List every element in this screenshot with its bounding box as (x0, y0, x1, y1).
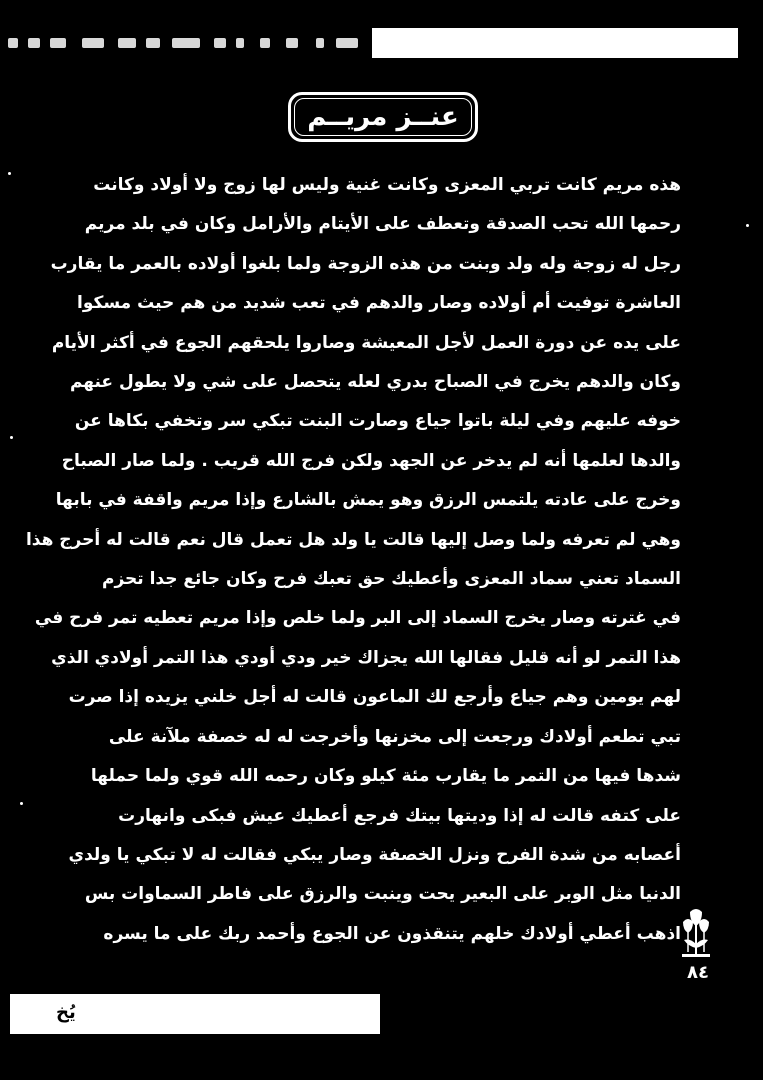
text-line: اذهب أعطي أولادك خلهم يتنقذون عن الجوع وأحمد ربك على ما يسره (103, 923, 681, 944)
text-line: على يده عن دورة العمل لأجل المعيشة وصاروا يلحقهم الجوع في أكثر الأيام (51, 332, 681, 353)
text-line: والدها لعلمها أنه لم يدخر عن الجهد ولكن فرج الله قريب . ولما صار الصباح (61, 450, 681, 471)
text-line: وهي لم تعرفه ولما وصل إليها قالت يا ولد هل تعمل قال نعم قالت له أحرج هذا (25, 529, 681, 550)
text-line: العاشرة توفيت أم أولاده وصار والدهم في تعب شديد من هم حيث مسكوا (77, 293, 681, 314)
story-text (25, 166, 681, 954)
page-number: ٨٤ (687, 962, 709, 983)
text-line: السماد تعني سماد المعزى وأعطيك حق تعبك فرح وكان جائع جدا تحزم (102, 569, 681, 590)
tulip-ornament-icon (680, 904, 712, 960)
text-line: أعصابه من شدة الفرح ونزل الخصفة وصار يبكي فقالت له لا تبكي يا ولدي (68, 844, 681, 865)
text-line: لهم يومين وهم جياع وأرجع لك الماعون قالت له أجل خلني يزيده إذا صرت (68, 687, 681, 708)
text-line: على كتفه قالت له إذا وديتها بيتك فرجع أعطيك عيش فبكى وانهارت (118, 805, 681, 826)
text-line: هذه مريم كانت تربي المعزى وكانت غنية وليس لها زوج ولا أولاد وكانت (93, 175, 681, 195)
top-white-bar (372, 28, 738, 58)
text-line: وخرج على عادته يلتمس الرزق وهو يمش بالشارع وإذا مريم واقفة في بابها (55, 490, 681, 511)
scan-speck (10, 436, 13, 439)
title-box (288, 92, 478, 142)
text-line: رحمها الله تحب الصدقة وتعطف على الأيتام والأرامل وكان في بلد مريم (84, 214, 681, 235)
top-scan-noise (0, 30, 370, 54)
page-title: عنــز مريــم (307, 102, 459, 132)
scan-speck (746, 224, 749, 227)
text-line: هذا التمر لو أنه قليل فقالها الله يجزاك خير ودي أودي هذا التمر أولادي الذي (51, 647, 681, 668)
text-line: خوفه عليهم وفي ليلة باتوا جياع وصارت البنت تبكي سر وتخفي بكاها عن (74, 411, 681, 432)
text-line: في غترته وصار يخرج السماد إلى البر ولما خلص وإذا مريم تعطيه تمر فرح في (34, 608, 681, 629)
text-line: شدها فيها من التمر ما يقارب مئة كيلو وكان رحمه الله قوي ولما حملها (90, 766, 681, 787)
text-line: رجل له زوجة وله ولد وبنت من هذه الزوجة ولما بلغوا أولاده بالعمر ما يقارب (50, 253, 681, 274)
text-line: وكان والدهم يخرج في الصباح بدري لعله يتحصل على شي ولا يطول عنهم (69, 372, 681, 393)
bottom-stray-text: يُخ (56, 1002, 76, 1023)
text-line: تبي تطعم أولادك ورجعت إلى مخزنها وأخرجت له له خصفة ملآنة على (108, 726, 681, 747)
scan-speck (20, 802, 23, 805)
scan-speck (8, 172, 11, 175)
text-line: الدنيا مثل الوبر على البعير يحت وينبت والرزق على فاطر السماوات بس (84, 884, 681, 905)
